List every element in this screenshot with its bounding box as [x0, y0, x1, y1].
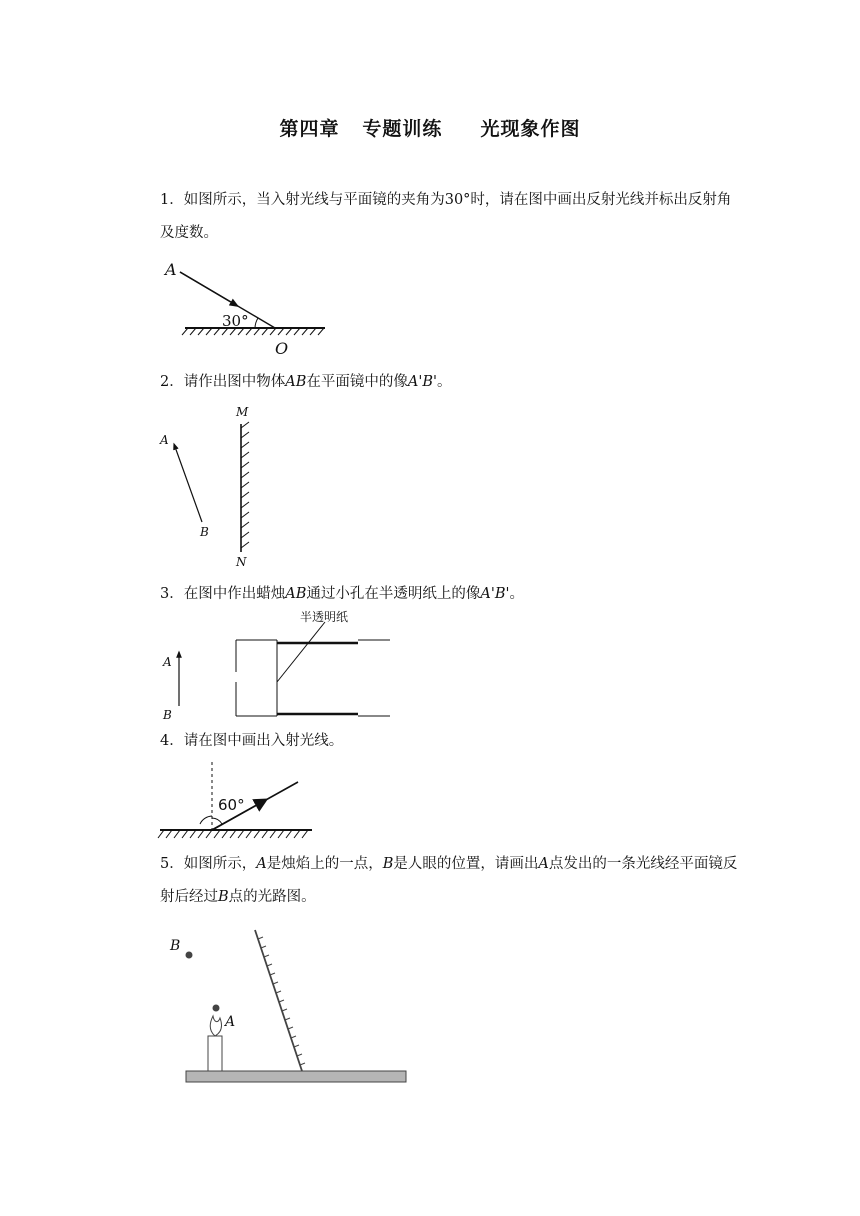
page-title [0, 114, 860, 141]
label-angle: 60° [218, 796, 245, 814]
label-o: O [275, 339, 289, 358]
label-b: B [163, 708, 172, 722]
mirror-hatching [182, 328, 324, 335]
label-a: A [165, 260, 177, 279]
mirror-hatching [241, 422, 249, 548]
object-ab [174, 444, 202, 522]
candle-flame [210, 1016, 221, 1036]
angle-arc-2 [212, 818, 222, 824]
figure-4-incident-ray [150, 758, 330, 848]
figure-2-object-mirror [150, 402, 270, 572]
figure-5-candle-mirror [150, 920, 420, 1090]
paper-label: 半透明纸 [300, 610, 349, 624]
title-topic: 专题训练 [362, 118, 443, 140]
question-3: 3．在图中作出蜡烛AB通过小孔在半透明纸上的像A'B'。 [160, 586, 524, 602]
question-text: 请在图中画出入射光线。 [183, 733, 344, 749]
mirror-hatching [158, 830, 308, 838]
label-n: N [236, 555, 247, 569]
question-number: 1． [160, 192, 184, 208]
slanted-mirror [255, 930, 302, 1071]
figure-3-pinhole-camera [150, 606, 400, 726]
eye-point-b [186, 952, 193, 959]
figure-1-mirror-reflection [150, 255, 350, 365]
paper-leader [277, 622, 325, 682]
angle-arc [255, 318, 258, 328]
incident-ray-arrow [180, 272, 235, 305]
angle-arc [200, 816, 212, 824]
label-a: A [163, 655, 172, 669]
question-text: 如图所示，当入射光线与平面镜的夹角为30°时，请在图中画出反射光线并标出反射角及度数。 [160, 192, 732, 241]
mirror-hatching [258, 937, 305, 1065]
question-4 [118, 725, 738, 758]
candle-body [208, 1036, 222, 1071]
label-a: A [160, 433, 169, 447]
ground-table [186, 1071, 406, 1082]
question-number: 5． [160, 856, 184, 872]
label-b: B [170, 938, 181, 954]
label-b: B [200, 525, 209, 539]
question-number: 2． [160, 374, 184, 390]
question-1 [118, 184, 738, 250]
label-angle: 30° [222, 312, 249, 330]
title-subject: 光现象作图 [480, 118, 581, 140]
label-m: M [236, 405, 249, 419]
question-2: 2．请作出图中物体AB在平面镜中的像A'B'。 [160, 374, 452, 390]
flame-point-a [213, 1005, 220, 1012]
question-5: 5．如图所示，A是烛焰上的一点，B是人眼的位置，请画出A点发出的一条光线经平面镜反射后经过B点的光路图。 [160, 856, 738, 905]
question-number: 3． [160, 586, 184, 602]
title-chapter: 第四章 [279, 118, 340, 140]
label-a: A [225, 1014, 236, 1030]
question-number: 4． [160, 733, 184, 749]
